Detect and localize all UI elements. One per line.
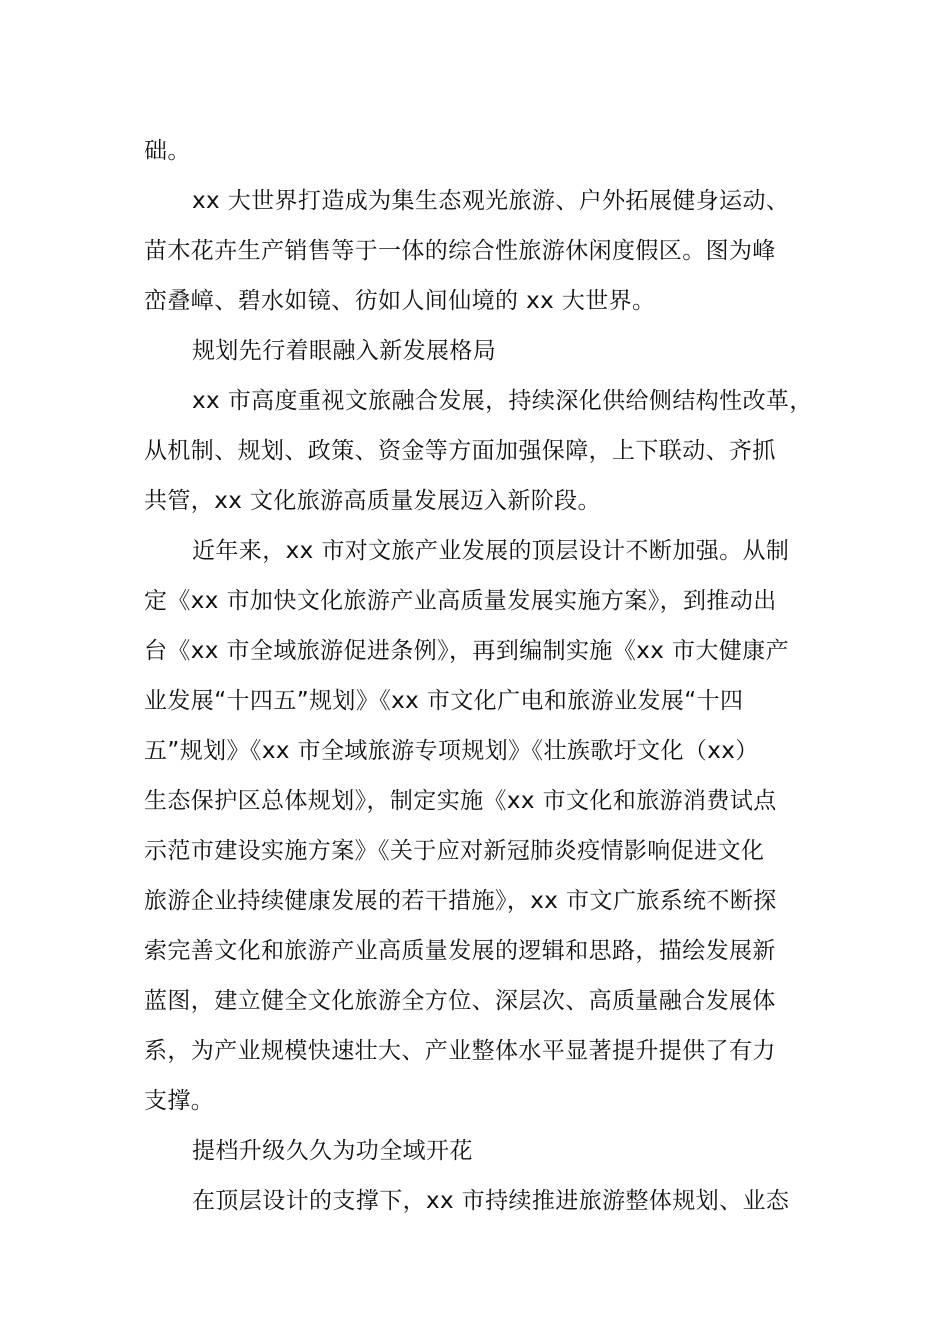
paragraph-line: 五”规划》《xx 市全域旅游专项规划》《壮族歌圩文化（xx）: [144, 738, 759, 764]
paragraph-line: 苗木花卉生产销售等于一体的综合性旅游休闲度假区。图为峰: [144, 238, 776, 264]
paragraph-line: 蓝图，建立健全文化旅游全方位、深层次、高质量融合发展体: [144, 988, 776, 1014]
paragraph-line: 从机制、规划、政策、资金等方面加强保障，上下联动、齐抓: [144, 438, 776, 464]
paragraph-line: 索完善文化和旅游产业高质量发展的逻辑和思路，描绘发展新: [144, 938, 776, 964]
paragraph-line: 峦叠嶂、碧水如镜、彷如人间仙境的 xx 大世界。: [144, 288, 656, 314]
paragraph-line: 共管，xx 文化旅游高质量发展迈入新阶段。: [144, 488, 601, 514]
section-heading: 规划先行着眼融入新发展格局: [192, 338, 497, 364]
paragraph-line: 定《xx 市加快文化旅游产业高质量发展实施方案》，到推动出: [144, 588, 777, 614]
paragraph-line: 示范市建设实施方案》《关于应对新冠肺炎疫情影响促进文化: [144, 838, 765, 864]
paragraph-line: xx 市高度重视文旅融合发展，持续深化供给侧结构性改革，: [192, 388, 813, 414]
paragraph-line: 生态保护区总体规划》，制定实施《xx 市文化和旅游消费试点: [144, 788, 777, 814]
section-heading: 提档升级久久为功全域开花: [192, 1138, 473, 1164]
paragraph-line: 础。: [144, 138, 191, 164]
paragraph-line: 系，为产业规模快速壮大、产业整体水平显著提升提供了有力: [144, 1038, 776, 1064]
paragraph-line: 旅游企业持续健康发展的若干措施》，xx 市文广旅系统不断探: [144, 888, 777, 914]
paragraph-line: xx 大世界打造成为集生态观光旅游、户外拓展健身运动、: [192, 188, 790, 214]
paragraph-line: 台《xx 市全域旅游促进条例》，再到编制实施《xx 市大健康产: [144, 638, 789, 664]
paragraph-line: 业发展“十四五”规划》《xx 市文化广电和旅游业发展“十四: [144, 688, 744, 714]
paragraph-line: 近年来，xx 市对文旅产业发展的顶层设计不断加强。从制: [192, 538, 790, 564]
paragraph-line: 支撑。: [144, 1088, 215, 1114]
paragraph-line: 在顶层设计的支撑下，xx 市持续推进旅游整体规划、业态: [192, 1188, 790, 1214]
